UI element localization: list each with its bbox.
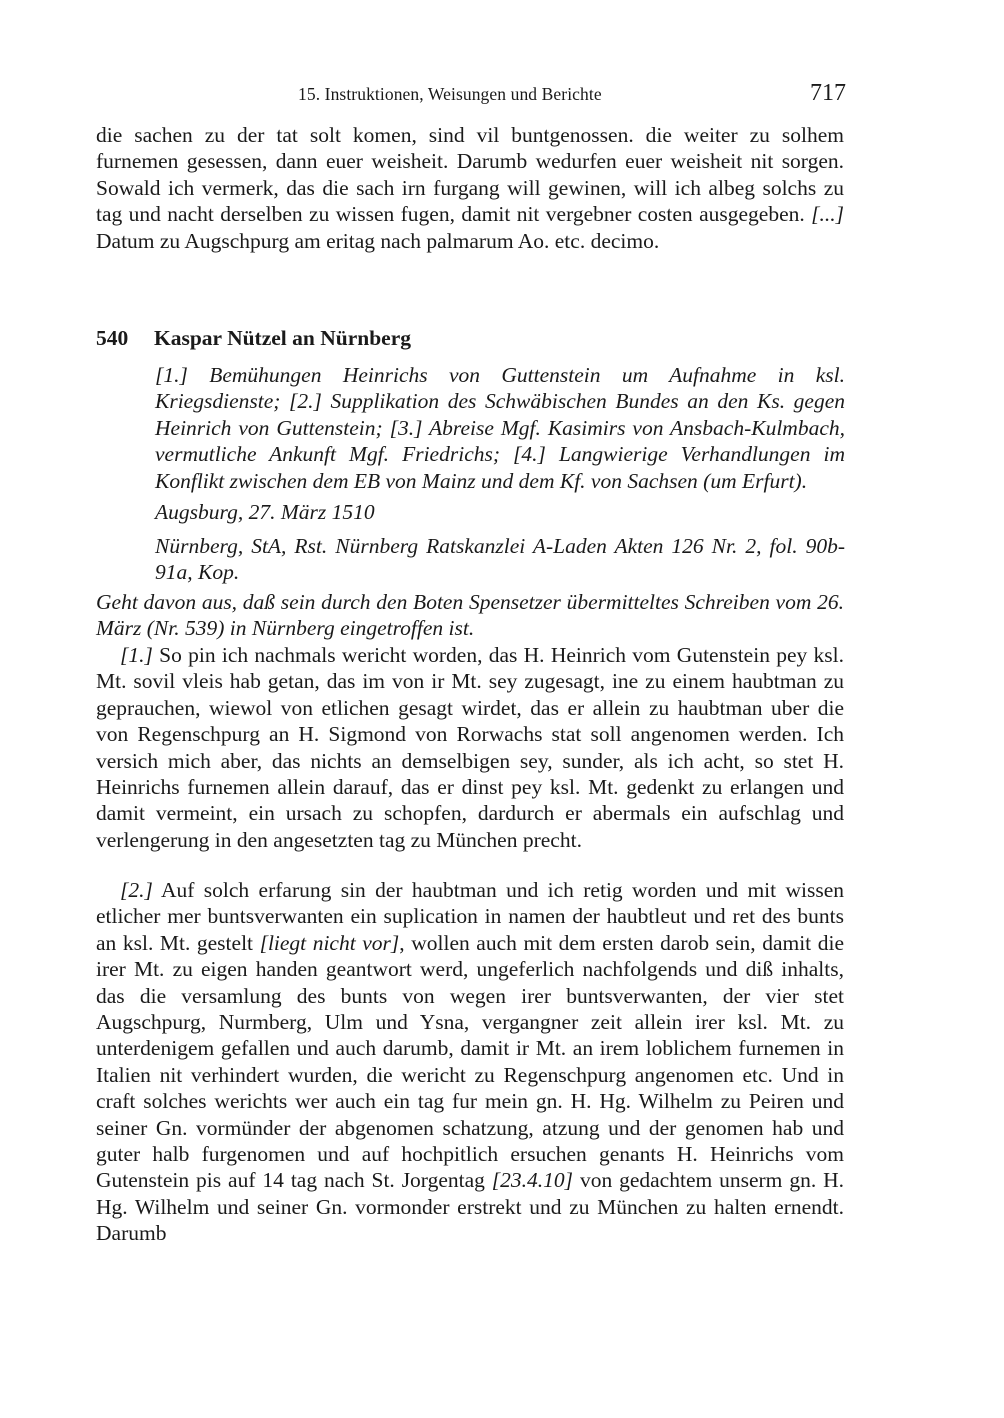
document-number: 540	[96, 326, 129, 350]
section-2-note-a: [liegt nicht vor]	[259, 930, 400, 955]
omission-mark: [...]	[811, 202, 844, 227]
running-title: 15. Instruktionen, Weisungen und Berichte	[298, 84, 602, 104]
section-2-text-c: von gedachtem unserm gn. H. Hg. Wilhelm und seiner Gn. vormonder erstrekt und zu München zu halten ernendt. Darumb	[96, 1168, 844, 1246]
document-title: Kaspar Nützel an Nürnberg	[154, 326, 412, 350]
document-heading	[96, 326, 844, 351]
section-1-paragraph	[96, 642, 844, 853]
continuation-text-b: Datum zu Augschpurg am eritag nach palmarum Ao. etc. decimo.	[96, 228, 660, 253]
continuation-paragraph	[96, 122, 844, 254]
place-date: Augsburg, 27. März 1510	[155, 500, 375, 524]
section-1-text: So pin ich nachmals wericht worden, das H. Heinrich vom Gutenstein pey ksl. Mt. sovil vleis hab getan, das im von ir Mt. sey zugesagt, ine zu einem haubtman zu geprauchen, wiewol von etlichen gesagt wirdet, das er allein zu haubtman uber die von Regenschpurg an H. Sigmond von Rorwachs stat soll angenomen werden. Ich versich mich aber, das nichts an demselbigen sey, sunder, als ich acht, so stet H. Heinrichs furnemen allein darauf, das er dinst pey ksl. Mt. gedenkt zu erlangen und damit vermeint, ein ursach zu schopfen, dardurch er abermals ein aufschlag und verlengerung in den angesetzten tag zu München precht.	[96, 643, 844, 852]
document-summary: [1.] Bemühungen Heinrichs von Guttenstein um Aufnahme in ksl. Kriegsdienste; [2.] Supplikation des Schwäbischen Bundes an den Ks. gegen Heinrich von Guttenstein; [3.] Abreise Mgf. Kasimirs von Ansbach-Kulmbach, vermutliche Ankunft Mgf. Friedrichs; [4.] Langwierige Verhandlungen im Konflikt zwischen dem EB von Mainz und dem Kf. von Sachsen (um Erfurt).	[155, 363, 845, 493]
running-head	[96, 80, 846, 110]
editor-note: Geht davon aus, daß sein durch den Boten Spensetzer übermitteltes Schreiben vom 26. März (Nr. 539) in Nürnberg eingetroffen ist.	[96, 590, 844, 641]
section-2-text-a: Auf solch erfarung sin der haubtman und ich retig worden und mit wissen etlicher mer buntsverwanten ein suplication in namen der haubtleut und ret des bunts an ksl. Mt. gestelt	[96, 878, 844, 955]
source-citation: Nürnberg, StA, Rst. Nürnberg Ratskanzlei A-Laden Akten 126 Nr. 2, fol. 90b-91a, Kop.	[155, 534, 845, 585]
section-2-note-b: [23.4.10]	[491, 1168, 574, 1193]
section-1-marker: [1.]	[120, 643, 153, 667]
continuation-text-a: die sachen zu der tat solt komen, sind vil buntgenossen. die weiter zu solhem furnemen gesessen, dann euer weisheit. Darumb wedurfen euer weisheit nit sorgen. Sowald ich vermerk, das die sach irn furgang will gewinen, will ich albeg solchs zu tag und nacht derselben zu wissen fugen, damit nit vergebner costen ausgegeben.	[96, 123, 844, 227]
section-2-paragraph	[96, 877, 844, 1247]
section-2-marker: [2.]	[120, 878, 153, 902]
page-number: 717	[810, 80, 846, 106]
section-2-text-b: , wollen auch mit dem ersten darob sein, damit die irer Mt. zu eigen handen geantwort werd, ungeferlich nachfolgends und diß inhalts, das die versamlung des bunts von wegen irer buntsverwanten, der vier stet Augschpurg, Nurmberg, Ulm und Ysna, vergangner zeit allein irer ksl. Mt. zu unterdenigem gefallen und auch darumb, damit ir Mt. an irem loblichem furnemen in Italien nit verhindert wurden, die wericht zu Regenschpurg angenomen etc. Und in craft solches werichts wer auch ein tag fur mein gn. H. Hg. Wilhelm zu Peiren und seiner Gn. vormünder der abgenomen schatzung, atzung und der genomen hab und guter halb furgenomen und auf hochpitlich ersuchen genants H. Heinrichs vom Gutenstein pis auf 14 tag nach St. Jorgentag	[96, 930, 844, 1193]
